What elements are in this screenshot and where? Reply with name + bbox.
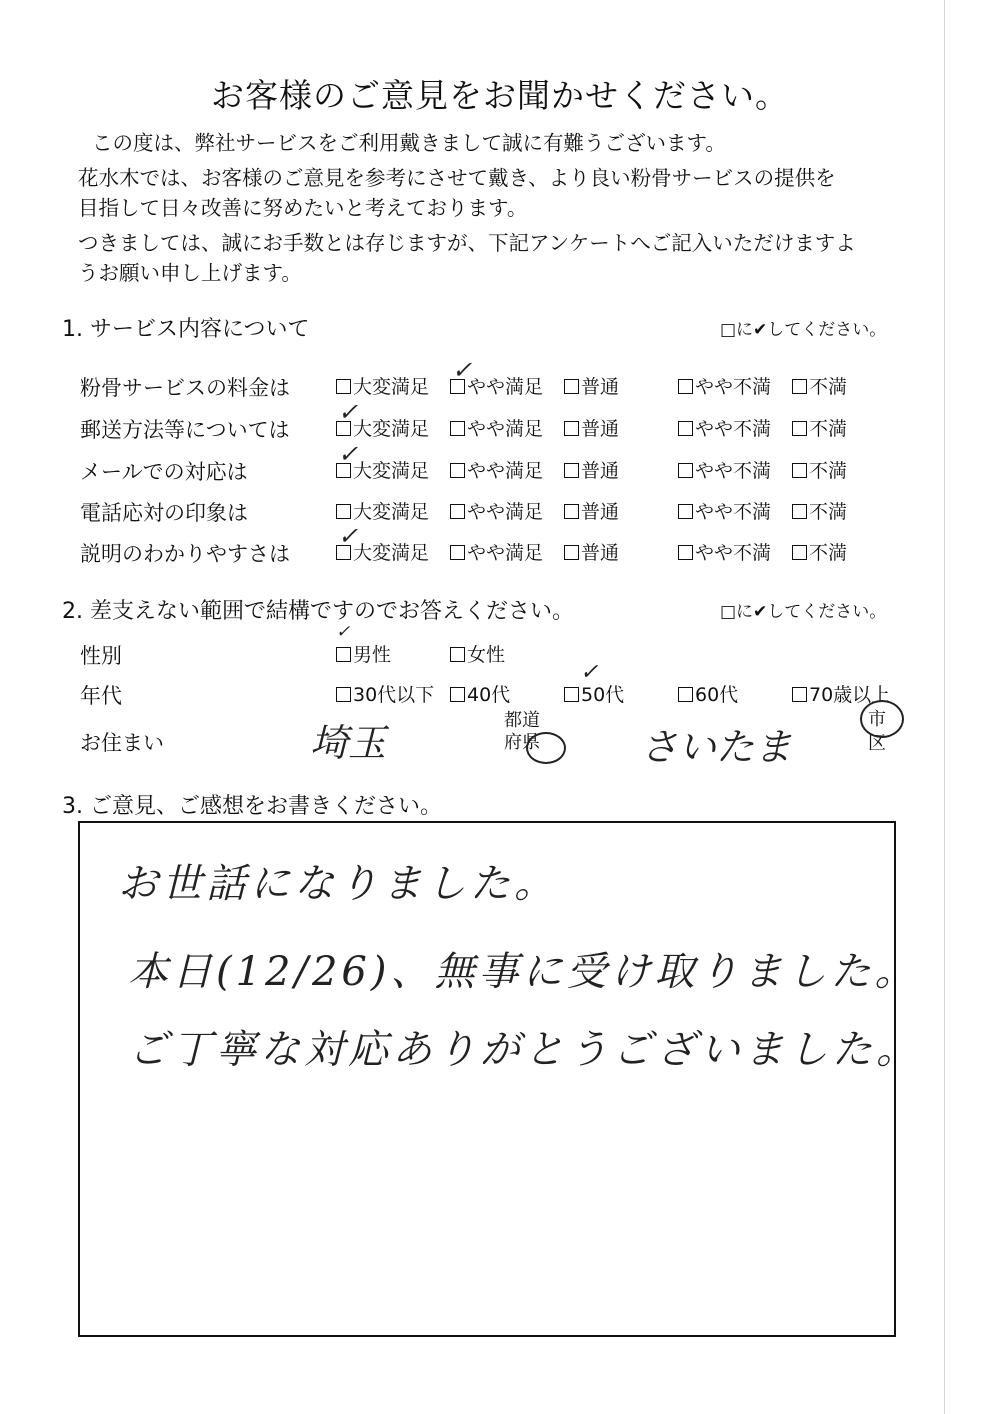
gender-label: 性別 bbox=[80, 644, 122, 668]
rating-option[interactable]: 普通 bbox=[564, 372, 619, 399]
question-label: 粉骨サービスの料金は bbox=[80, 376, 290, 400]
page-title: お客様のご意見をお聞かせください。 bbox=[211, 76, 789, 115]
checkbox[interactable] bbox=[792, 687, 807, 702]
checkbox[interactable] bbox=[792, 421, 807, 436]
rating-option[interactable]: やや満足 bbox=[450, 456, 543, 483]
rating-option[interactable]: やや不満 bbox=[678, 456, 771, 483]
check-mark-icon: ✓ bbox=[580, 660, 599, 685]
section1-heading: 1. サービス内容について bbox=[62, 317, 310, 342]
prefecture-circle bbox=[526, 732, 566, 764]
check-mark-icon: ✓ bbox=[338, 522, 359, 550]
city-suffix: 市 区 bbox=[868, 709, 886, 754]
checkbox[interactable] bbox=[450, 545, 465, 560]
rating-option[interactable]: やや満足 bbox=[450, 414, 543, 441]
check-mark-icon: ✓ bbox=[336, 622, 351, 642]
checkbox[interactable] bbox=[564, 545, 579, 560]
rating-option[interactable]: 普通 bbox=[564, 456, 619, 483]
rating-option[interactable]: 大変満足 bbox=[336, 456, 429, 483]
checkbox[interactable] bbox=[678, 545, 693, 560]
checkbox[interactable] bbox=[336, 687, 351, 702]
age-option-60s[interactable]: 60代 bbox=[678, 680, 738, 707]
rating-option[interactable]: 不満 bbox=[792, 538, 847, 565]
rating-option[interactable]: 普通 bbox=[564, 414, 619, 441]
rating-option[interactable]: 大変満足 bbox=[336, 497, 429, 524]
check-mark-icon: ✓ bbox=[338, 398, 359, 426]
rating-option[interactable]: 普通 bbox=[564, 538, 619, 565]
intro-line-5: うお願い申し上げます。 bbox=[78, 261, 302, 285]
checkbox[interactable] bbox=[336, 504, 351, 519]
checkbox[interactable] bbox=[336, 379, 351, 394]
checkbox[interactable] bbox=[678, 421, 693, 436]
question-label: 説明のわかりやすさは bbox=[80, 542, 290, 566]
gender-option-male[interactable]: 男性 bbox=[336, 640, 391, 667]
rating-option[interactable]: 不満 bbox=[792, 456, 847, 483]
age-option-50s[interactable]: 50代 bbox=[564, 680, 624, 707]
checkbox[interactable] bbox=[792, 545, 807, 560]
scan-edge-line bbox=[944, 0, 945, 1414]
checkbox[interactable] bbox=[678, 463, 693, 478]
prefecture-suffix: 都道 府県 bbox=[504, 710, 540, 753]
age-option-40s[interactable]: 40代 bbox=[450, 680, 510, 707]
section3-heading: 3. ご意見、ご感想をお書きください。 bbox=[62, 794, 442, 819]
rating-option[interactable]: やや不満 bbox=[678, 414, 771, 441]
intro-line-3: 目指して日々改善に努めたいと考えております。 bbox=[78, 196, 528, 220]
comment-line-2: 本日(12/26)、無事に受け取りました。 bbox=[128, 949, 919, 995]
rating-option[interactable]: 普通 bbox=[564, 497, 619, 524]
checkbox[interactable] bbox=[450, 687, 465, 702]
checkbox[interactable] bbox=[450, 421, 465, 436]
checkbox[interactable] bbox=[564, 379, 579, 394]
question-label: 郵送方法等については bbox=[80, 418, 290, 442]
checkbox[interactable] bbox=[792, 504, 807, 519]
checkbox[interactable] bbox=[564, 463, 579, 478]
checkbox[interactable] bbox=[450, 463, 465, 478]
checkbox[interactable] bbox=[450, 647, 465, 662]
city-handwritten: さいたま bbox=[640, 725, 793, 769]
section1-hint: □に✔してください。 bbox=[720, 320, 887, 340]
checkbox[interactable] bbox=[564, 504, 579, 519]
checkbox[interactable] bbox=[678, 504, 693, 519]
check-mark-icon: ✓ bbox=[338, 440, 359, 468]
checkbox[interactable] bbox=[336, 647, 351, 662]
section2-hint: □に✔してください。 bbox=[720, 602, 887, 622]
age-option-70plus[interactable]: 70歳以上 bbox=[792, 680, 890, 707]
gender-option-female[interactable]: 女性 bbox=[450, 640, 505, 667]
rating-option[interactable]: 大変満足 bbox=[336, 372, 429, 399]
residence-label: お住まい bbox=[80, 731, 164, 755]
rating-option[interactable]: 不満 bbox=[792, 414, 847, 441]
rating-option[interactable]: やや不満 bbox=[678, 538, 771, 565]
rating-option[interactable]: 不満 bbox=[792, 372, 847, 399]
rating-option[interactable]: やや不満 bbox=[678, 497, 771, 524]
rating-option[interactable]: 不満 bbox=[792, 497, 847, 524]
question-label: メールでの対応は bbox=[80, 460, 248, 484]
checkbox[interactable] bbox=[564, 421, 579, 436]
rating-option[interactable]: やや満足 bbox=[450, 538, 543, 565]
comment-line-1: お世話になりました。 bbox=[118, 861, 558, 907]
section2-heading: 2. 差支えない範囲で結構ですのでお答えください。 bbox=[62, 599, 574, 624]
checkbox[interactable] bbox=[564, 687, 579, 702]
city-circle bbox=[860, 700, 904, 738]
checkbox[interactable] bbox=[792, 379, 807, 394]
check-mark-icon: ✓ bbox=[452, 356, 473, 384]
checkbox[interactable] bbox=[678, 687, 693, 702]
age-label: 年代 bbox=[80, 684, 122, 708]
comment-line-3: ご丁寧な対応ありがとうございました。 bbox=[128, 1027, 920, 1073]
checkbox[interactable] bbox=[450, 504, 465, 519]
rating-option[interactable]: 大変満足 bbox=[336, 538, 429, 565]
checkbox[interactable] bbox=[792, 463, 807, 478]
intro-line-1: この度は、弊社サービスをご利用戴きまして誠に有難うございます。 bbox=[92, 131, 726, 155]
question-label: 電話応対の印象は bbox=[80, 501, 248, 525]
prefecture-handwritten: 埼玉 bbox=[310, 721, 387, 765]
rating-option[interactable]: やや満足 bbox=[450, 372, 543, 399]
age-option-30s[interactable]: 30代以下 bbox=[336, 680, 434, 707]
checkbox[interactable] bbox=[678, 379, 693, 394]
rating-option[interactable]: やや満足 bbox=[450, 497, 543, 524]
rating-option[interactable]: 大変満足 bbox=[336, 414, 429, 441]
intro-line-2: 花水木では、お客様のご意見を参考にさせて戴き、より良い粉骨サービスの提供を bbox=[78, 166, 836, 190]
rating-option[interactable]: やや不満 bbox=[678, 372, 771, 399]
intro-line-4: つきましては、誠にお手数とは存じますが、下記アンケートへご記入いただけますよ bbox=[78, 231, 856, 255]
